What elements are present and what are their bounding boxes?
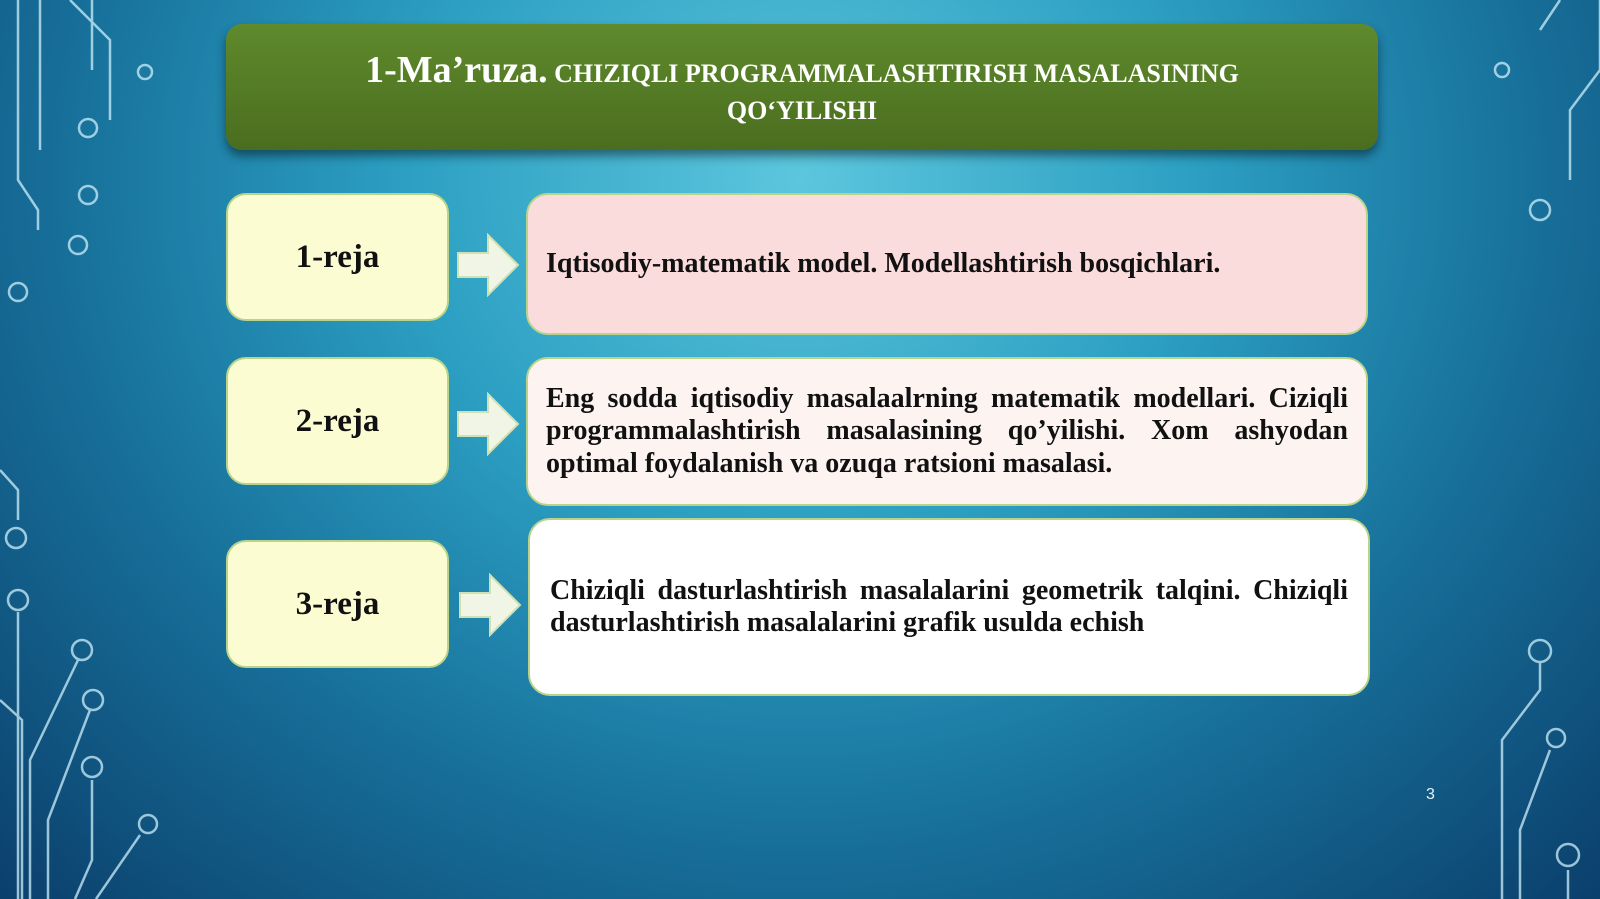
lecture-number: 1-Ma’ruza. [365, 49, 548, 91]
plan-text-2: Eng sodda iqtisodiy masalaalrning matematik modellari. Ciziqli programmalashtirish masalasining qo’yilishi. Xom ashyodan optimal foydalanish va ozuqa ratsioni masalasi. [546, 383, 1348, 479]
lecture-title-continued: QO‘YILISHI [726, 95, 878, 125]
title-line-1 [365, 47, 1239, 95]
right-arrow-icon [456, 392, 520, 456]
lecture-title: CHIZIQLI PROGRAMMALASHTIRISH MASALASINING [554, 59, 1239, 88]
plan-text-1: Iqtisodiy-matematik model. Modellashtirish bosqichlari. [546, 247, 1221, 279]
plan-text-3: Chiziqli dasturlashtirish masalalarini geometrik talqini. Chiziqli dasturlashtirish masalalarini grafik usulda echish [550, 574, 1348, 638]
plan-label-1: 1-reja [226, 193, 449, 321]
page-number: 3 [1426, 786, 1435, 803]
plan-content-3 [528, 518, 1370, 696]
right-arrow-icon [458, 573, 522, 637]
title-bar [226, 24, 1378, 150]
plan-content-1 [526, 193, 1368, 335]
plan-label-3: 3-reja [226, 540, 449, 668]
plan-content-2 [526, 357, 1368, 506]
right-arrow-icon [456, 233, 520, 297]
plan-label-2: 2-reja [226, 357, 449, 485]
